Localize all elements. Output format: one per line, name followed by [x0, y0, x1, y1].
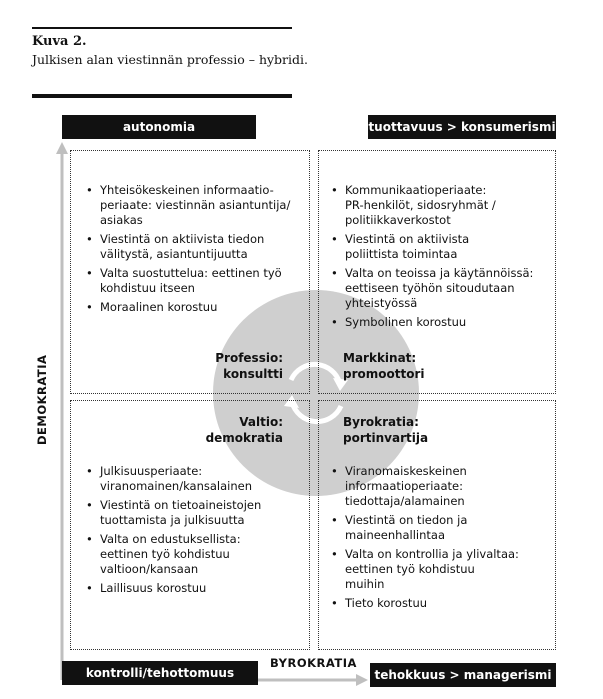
list-item: • Viestintä on tietoaineistojen tuottamista ja julkisuutta: [86, 498, 306, 528]
list-item: • Yhteisökeskeinen informaatio- periaate: viestinnän asiantuntija/ asiakas: [86, 183, 306, 228]
list-item: • Valta on teoissa ja käytännöissä: eettiseen työhön sitoudutaan yhteistyössä: [331, 266, 556, 311]
vertical-axis-arrowhead: [56, 142, 68, 154]
list-item: • Viestintä on tiedon ja maineenhallintaa: [331, 513, 556, 543]
list-item: • Valta suostuttelua: eettinen työ kohdistuu itseen: [86, 266, 306, 296]
list-item: • Moraalinen korostuu: [86, 300, 306, 315]
list-item: • Julkisuusperiaate: viranomainen/kansalainen: [86, 464, 306, 494]
quadrant-title-markkinat: Markkinat: promoottori: [343, 351, 425, 381]
horizontal-axis-label: BYROKRATIA: [270, 656, 357, 670]
quadrant-title-valtio: Valtio: demokratia: [205, 415, 283, 445]
list-item: • Symbolinen korostuu: [331, 315, 556, 330]
list-item: • Tieto korostuu: [331, 596, 556, 611]
corner-tehokkuus: tehokkuus > managerismi: [370, 663, 556, 687]
vertical-axis-label: DEMOKRATIA: [35, 354, 49, 445]
list-item: • Viranomaiskeskeinen informaatioperiaate: tiedottaja/alamainen: [331, 464, 556, 509]
quadrant-list-bottom-right: [331, 464, 556, 615]
corner-kontrolli: kontrolli/tehottomuus: [62, 661, 258, 685]
list-item: • Viestintä on aktiivista poliittista toimintaa: [331, 232, 556, 262]
list-item: • Laillisuus korostuu: [86, 581, 306, 596]
list-item: • Valta on edustuksellista: eettinen työ kohdistuu valtioon/kansaan: [86, 532, 306, 577]
list-item: • Valta on kontrollia ja ylivaltaa: eettinen työ kohdistuu muihin: [331, 547, 556, 592]
corner-autonomia: autonomia: [62, 115, 256, 139]
quadrant-title-professio: Professio: konsultti: [215, 351, 283, 381]
list-item: • Viestintä on aktiivista tiedon välitystä, asiantuntijuutta: [86, 232, 306, 262]
horizontal-axis-arrowhead: [356, 674, 368, 686]
corner-tuottavuus: tuottavuus > konsumerismi: [368, 115, 556, 139]
quadrant-list-top-right: [331, 183, 556, 334]
list-item: • Kommunikaatioperiaate: PR-henkilöt, sidosryhmät / politiikkaverkostot: [331, 183, 556, 228]
quadrant-list-bottom-left: [86, 464, 306, 600]
figure-caption: Julkisen alan viestinnän professio – hybridi.: [32, 52, 309, 67]
figure-label: Kuva 2.: [32, 34, 87, 49]
quadrant-title-byrokratia: Byrokratia: portinvartija: [343, 415, 429, 445]
quadrant-list-top-left: [86, 183, 306, 319]
